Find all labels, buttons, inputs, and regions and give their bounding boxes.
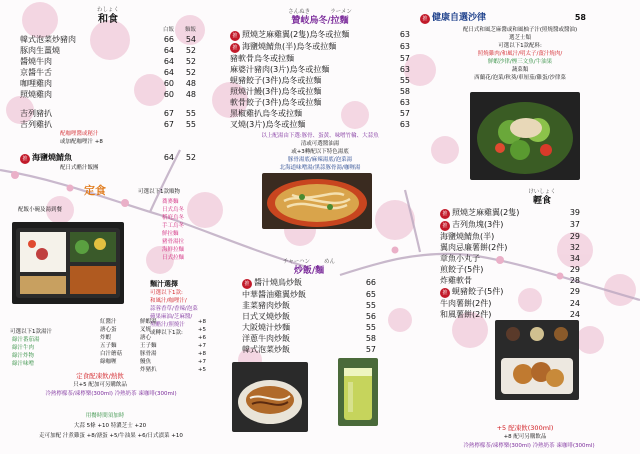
light-item-row bbox=[440, 275, 580, 286]
drinks-line-left: 冷熱檸檬茶/凍檸樂(300ml) 冷熱奶茶 凍咖啡(300ml) bbox=[45, 391, 177, 397]
curry-note: 配咖哩醬或秘汁 bbox=[60, 131, 99, 137]
light-item-name: 翼肉忌廉薯餅(2件) bbox=[440, 243, 508, 252]
sauce-red-2: 和風汁/咖哩汁/ bbox=[150, 298, 187, 304]
sauce-red-1: 可選以下1款: bbox=[150, 290, 183, 296]
light-item-row bbox=[440, 298, 580, 309]
topping-item-price: +8 bbox=[197, 351, 206, 357]
noodle-option: 鮮拉麵 bbox=[162, 231, 179, 237]
fried-title: 炒飯/麵 bbox=[293, 266, 325, 276]
fried-item-row bbox=[242, 277, 376, 289]
addon-item: 五子麵 bbox=[100, 343, 117, 349]
addon-item: 白汁蘑菇 bbox=[100, 351, 123, 357]
washoku-item-row bbox=[20, 78, 196, 89]
udon-item-name: 海鹽燒鯖魚(半)烏冬或拉麵 bbox=[242, 42, 337, 51]
soup-option: 綠汁炸物 bbox=[12, 353, 35, 359]
udon-item-row bbox=[230, 108, 410, 119]
washoku-item-name: 京醬牛舌 bbox=[20, 68, 52, 77]
washoku-item-row bbox=[20, 56, 196, 67]
washoku-item-price: 64 bbox=[163, 46, 174, 55]
fried-item-price: 58 bbox=[365, 334, 376, 343]
extra-row-2: 走可加配 汁煮雞蛋 +8/溏蛋 +5/牛油果 +6/日式漬菜 +10 bbox=[39, 433, 183, 439]
light-item-price: 39 bbox=[569, 208, 580, 217]
topping-item-price: +5 bbox=[197, 367, 206, 373]
washoku-list bbox=[20, 34, 196, 130]
washoku-item-price: 52 bbox=[185, 46, 196, 55]
extra-row-1: 大蒜 5條 +10 特濃芝士 +20 bbox=[73, 423, 147, 429]
recommend-badge-icon: 推 bbox=[242, 279, 252, 289]
fried-item-name: 洋蔥牛肉炒飯 bbox=[242, 334, 290, 343]
udon-item-price: 58 bbox=[399, 87, 410, 96]
udon-item-price: 63 bbox=[399, 120, 410, 129]
udon-item-row bbox=[230, 53, 410, 64]
sauce-title: 麵汁選擇 bbox=[150, 280, 178, 288]
light-item-name: 煎餃子(5件) bbox=[440, 265, 484, 274]
washoku-item-price: 60 bbox=[163, 79, 174, 88]
noodle-option: 日式烏冬 bbox=[162, 207, 185, 213]
drink-image bbox=[338, 358, 378, 426]
fried-item-row bbox=[242, 289, 376, 300]
washoku-item-name: 照燒雞肉 bbox=[20, 90, 52, 99]
fried-item-price: 55 bbox=[365, 323, 376, 332]
light-item-name: 牛肉薯餅(2件) bbox=[440, 299, 492, 308]
soup-option: 綠汁味噌 bbox=[12, 361, 35, 367]
salad-note-4: 蔬菜類 bbox=[511, 67, 529, 73]
fried-item-name: 大阪燒汁炒麵 bbox=[242, 323, 290, 332]
topping-item-row bbox=[140, 350, 206, 358]
udon-item-price: 63 bbox=[399, 30, 410, 39]
udon-item-name: 照燒芝麻雞翼(2隻)烏冬或拉麵 bbox=[242, 30, 350, 39]
recommend-badge-icon: 推 bbox=[440, 221, 450, 231]
washoku-item-name: 吉列豬扒 bbox=[20, 109, 52, 118]
soup-option-note: 可選以下1款湯汁 bbox=[10, 329, 52, 335]
noodle-option: 稻庭烏冬 bbox=[162, 215, 185, 221]
washoku-item-name: 韓式泡菜炒豬肉 bbox=[20, 35, 76, 44]
noodle-option: 日式拉麵 bbox=[162, 255, 185, 261]
light-item-name: 照燒芝麻雞翼(2隻) bbox=[452, 208, 520, 217]
recommend-badge-icon: 推 bbox=[230, 43, 240, 53]
sauce-purple-1: 蒜蓉香草/香辣/泡菜 bbox=[150, 306, 198, 312]
udon-image bbox=[262, 173, 372, 229]
sauce-purple-3: 黑醋汁/照燒汁 bbox=[150, 322, 185, 328]
addon-item: 綠咖喱 bbox=[100, 359, 117, 365]
light-item-row bbox=[440, 207, 580, 219]
light-item-row bbox=[440, 253, 580, 264]
salad-note-1: 配日式和風芝麻醬或和風柚子汁(照燒醬或醬油) bbox=[462, 27, 578, 33]
light-set-line-1: +5 配凍飲(300ml) bbox=[496, 424, 554, 432]
udon-item-row bbox=[230, 29, 410, 41]
udon-ramen-title: 贊岐烏冬/拉麵 bbox=[291, 16, 349, 26]
washoku-item-price: 52 bbox=[185, 68, 196, 77]
soup-option: 綠汁番茄湯 bbox=[12, 337, 40, 343]
topping-price-list bbox=[140, 318, 206, 374]
light-item-row bbox=[440, 264, 580, 275]
washoku-section bbox=[20, 6, 196, 172]
salad-badge-icon: 推 bbox=[420, 14, 430, 24]
salad-price: 58 bbox=[574, 13, 586, 22]
washoku-title: 和食 bbox=[98, 14, 118, 25]
fried-item-row bbox=[242, 333, 376, 344]
salad-green-line: 鮮蝦沙律/煙三文魚/牛油果 bbox=[487, 59, 553, 65]
yakisoba-image bbox=[232, 362, 308, 432]
washoku-item-price: 60 bbox=[163, 90, 174, 99]
topping-item-row bbox=[140, 334, 206, 342]
fried-item-row bbox=[242, 322, 376, 333]
topping-item-name: 鰻魚 bbox=[140, 359, 152, 365]
recommend-badge-icon: 推 bbox=[230, 31, 240, 41]
light-item-row bbox=[440, 231, 580, 242]
fried-rice-section bbox=[242, 258, 376, 355]
fried-item-name: 韓式泡菜炒飯 bbox=[242, 345, 290, 354]
udon-item-price: 63 bbox=[399, 65, 410, 74]
washoku-item-price: 54 bbox=[185, 35, 196, 44]
washoku-item-name: 豚肉生薑燒 bbox=[20, 46, 60, 55]
teishoku-title: 定食 bbox=[84, 184, 106, 197]
washoku-item-name: 咖哩雞肉 bbox=[20, 79, 52, 88]
salad-note-2: 選芝士類 bbox=[508, 35, 531, 41]
fried-item-name: 日式叉燒炒飯 bbox=[242, 312, 290, 321]
topping-item-price: +5 bbox=[197, 327, 206, 333]
washoku-item-row bbox=[20, 89, 196, 100]
udon-item-name: 照燒汁鰻(3件)烏冬或拉麵 bbox=[230, 87, 322, 96]
mackerel-name: 海鹽燒鯖魚 bbox=[32, 153, 72, 162]
udon-note-5: 北海道味噌湯/黑蒜豚骨湯/咖喱湯 bbox=[279, 165, 361, 171]
light-item-price: 24 bbox=[569, 299, 580, 308]
udon-title-ruby: さんぬき ラーメン bbox=[288, 9, 352, 15]
topping-item-name: 豚骨湯 bbox=[140, 351, 157, 357]
udon-item-name: 豬軟骨烏冬或拉麵 bbox=[230, 54, 294, 63]
noodle-option: 豬骨湯拉 bbox=[162, 239, 185, 245]
topping-item-name: 叉燒 bbox=[140, 327, 152, 333]
udon-note-1: 以上配湯由下選:豚骨、蛋黃、味噌竹輪、大蒜魚 bbox=[261, 133, 379, 139]
light-item-row bbox=[440, 286, 580, 298]
teishoku-sub: 配飯小碗及湯到餐 bbox=[18, 207, 63, 213]
noodle-options-list bbox=[162, 198, 202, 262]
light-item-price: 24 bbox=[569, 310, 580, 319]
fried-item-name: 韭菜豬肉炒飯 bbox=[242, 301, 290, 310]
washoku-item-row bbox=[20, 45, 196, 56]
fried-item-price: 56 bbox=[365, 312, 376, 321]
addon-item: 炸蝦 bbox=[100, 335, 112, 341]
fried-item-price: 65 bbox=[365, 290, 376, 299]
washoku-item-price: 66 bbox=[163, 35, 174, 44]
salad-section bbox=[420, 12, 620, 82]
light-item-name: 蜆豬餃子(5件) bbox=[452, 287, 504, 296]
light-item-name: 海鹽燒鯖魚(半) bbox=[440, 232, 495, 241]
udon-note-2: 清或可選醬油湯 bbox=[300, 141, 340, 147]
fried-item-price: 57 bbox=[365, 345, 376, 354]
washoku-item-price: 55 bbox=[185, 109, 196, 118]
udon-ramen-section bbox=[230, 8, 410, 172]
washoku-item-price: 48 bbox=[185, 90, 196, 99]
udon-item-row bbox=[230, 86, 410, 97]
topping-item-row bbox=[140, 318, 206, 326]
udon-note-3: 或+3轉配以下特色湯底 bbox=[291, 149, 349, 155]
fried-item-row bbox=[242, 300, 376, 311]
light-item-name: 吉列魚塊(3件) bbox=[452, 220, 504, 229]
washoku-item-price: 64 bbox=[163, 57, 174, 66]
udon-item-row bbox=[230, 119, 410, 130]
topping-item-row bbox=[140, 326, 206, 334]
udon-item-price: 63 bbox=[399, 42, 410, 51]
curry-note-2: 或加配咖哩汁 +8 bbox=[60, 139, 103, 145]
light-item-row bbox=[440, 219, 580, 231]
washoku-item-row bbox=[20, 119, 196, 130]
set-drink-line-2: 只+5 配加可另購飲品 bbox=[73, 382, 127, 388]
topping-item-name: 炸豬扒 bbox=[140, 367, 157, 373]
udon-item-name: 蜆豬餃子(3件)烏冬或拉麵 bbox=[230, 76, 322, 85]
topping-item-row bbox=[140, 342, 206, 350]
yakisoba-photo bbox=[232, 362, 308, 432]
washoku-item-price: 52 bbox=[185, 57, 196, 66]
udon-item-row bbox=[230, 64, 410, 75]
drinks-line-right: 冷熱檸檬茶/凍檸樂(300ml) 冷熱奶茶 凍咖啡(300ml) bbox=[463, 443, 595, 449]
light-title-ruby: けいしょく bbox=[528, 189, 556, 195]
extra-title: 用餐時間須加時 bbox=[85, 413, 125, 419]
fried-title-ruby: チャーハン めん bbox=[282, 259, 336, 265]
washoku-item-row bbox=[20, 108, 196, 119]
sauce-purple-4: 或轉以下1款: bbox=[150, 330, 183, 336]
light-item-price: 34 bbox=[569, 254, 580, 263]
salad-title-row bbox=[420, 12, 620, 24]
addon-item: 紅醬汁 bbox=[100, 319, 117, 325]
fried-list bbox=[242, 277, 376, 355]
bento-image bbox=[12, 222, 124, 304]
price-header-noodle: 麵飯 bbox=[184, 27, 196, 33]
washoku-item-price: 64 bbox=[163, 68, 174, 77]
udon-item-price: 55 bbox=[399, 76, 410, 85]
light-meal-list bbox=[440, 207, 580, 320]
light-meal-section bbox=[440, 188, 580, 320]
topping-item-price: +7 bbox=[197, 359, 206, 365]
light-item-price: 29 bbox=[569, 287, 580, 296]
udon-note-4: 豚骨湯底/麻辣湯底/泡菜湯 bbox=[287, 157, 353, 163]
addon-item: 溏心蛋 bbox=[100, 327, 117, 333]
fried-chicken-image bbox=[495, 320, 579, 400]
fried-item-price: 66 bbox=[365, 278, 376, 287]
sauce-purple-2: 蘋果麻油/芝麻醬/ bbox=[150, 314, 193, 320]
udon-item-name: 軟骨餃子(3件)烏冬或拉麵 bbox=[230, 98, 322, 107]
noodle-option: 手工烏冬 bbox=[162, 223, 185, 229]
salad-title: 健康自選沙律 bbox=[432, 13, 487, 23]
salad-note-3: 可選以下1款配料: bbox=[498, 43, 542, 49]
washoku-title-ruby: わしょく bbox=[96, 7, 119, 13]
washoku-item-name: 吉列雞扒 bbox=[20, 120, 52, 129]
udon-ramen-list bbox=[230, 29, 410, 130]
fried-item-name: 醬汁燒鳥炒飯 bbox=[254, 278, 302, 287]
light-item-price: 28 bbox=[569, 276, 580, 285]
fried-item-row bbox=[242, 344, 376, 355]
topping-item-price: +6 bbox=[197, 335, 206, 341]
salad-veg-list: 西蘭花/泡菜/秋葵/車厘茄/雞蛋/沙律菜 bbox=[474, 75, 566, 81]
washoku-item-row bbox=[20, 67, 196, 78]
light-item-price: 37 bbox=[569, 220, 580, 229]
udon-item-price: 63 bbox=[399, 98, 410, 107]
light-set-line-2: +8 配可另購飲品 bbox=[503, 434, 547, 440]
topping-item-name: 王子麵 bbox=[140, 343, 157, 349]
salad-red-line: 照燒雞肉/和風汁/明太子/薑汁燒肉/ bbox=[477, 51, 563, 57]
light-item-name: 炸雞軟骨 bbox=[440, 276, 472, 285]
noodle-option: 海鮮拉麵 bbox=[162, 247, 185, 253]
topping-item-price: +8 bbox=[197, 319, 206, 325]
topping-item-name: 鮮蝦湯 bbox=[140, 319, 157, 325]
price-header-rice: 白飯 bbox=[162, 27, 174, 33]
light-title: 輕食 bbox=[532, 196, 551, 206]
addon-list bbox=[100, 318, 136, 366]
fried-chicken-photo bbox=[495, 320, 579, 400]
mackerel-row bbox=[20, 152, 196, 164]
noodle-option: 蕎麥麵 bbox=[162, 199, 179, 205]
chef-recommend-icon: 推 bbox=[20, 154, 30, 164]
bento-photo bbox=[12, 222, 124, 304]
price-headers bbox=[20, 26, 196, 34]
light-item-name: 章魚小丸子 bbox=[440, 254, 480, 263]
udon-item-row bbox=[230, 75, 410, 86]
topping-item-row bbox=[140, 358, 206, 366]
fried-item-name: 中華醬油雞翼炒飯 bbox=[242, 290, 306, 299]
topping-item-price: +7 bbox=[197, 343, 206, 349]
light-item-name: 和風薯餅(2件) bbox=[440, 310, 492, 319]
drink-photo bbox=[338, 358, 378, 426]
washoku-item-price: 67 bbox=[163, 120, 174, 129]
udon-item-price: 57 bbox=[399, 109, 410, 118]
udon-item-row bbox=[230, 41, 410, 53]
topping-item-name: 溏心 bbox=[140, 335, 152, 341]
washoku-item-price: 67 bbox=[163, 109, 174, 118]
light-item-price: 32 bbox=[569, 243, 580, 252]
udon-item-price: 57 bbox=[399, 54, 410, 63]
soup-options-list bbox=[12, 336, 60, 368]
set-drink-line-1: 定食配凍飲/熱飲 bbox=[76, 372, 124, 380]
fried-item-row bbox=[242, 311, 376, 322]
light-item-price: 29 bbox=[569, 232, 580, 241]
noodle-option-note: 可選以下1款順物 bbox=[138, 189, 180, 195]
soup-option: 綠汁牛肉 bbox=[12, 345, 35, 351]
udon-item-name: 黑椒雞扒烏冬或拉麵 bbox=[230, 109, 302, 118]
recommend-badge-icon: 推 bbox=[440, 288, 450, 298]
washoku-item-price: 55 bbox=[185, 120, 196, 129]
washoku-item-row bbox=[20, 34, 196, 45]
light-item-row bbox=[440, 242, 580, 253]
udon-item-name: 麻婆汁豬肉(3片)烏冬或拉麵 bbox=[230, 65, 330, 74]
udon-photo bbox=[262, 173, 372, 229]
fried-item-price: 55 bbox=[365, 301, 376, 310]
recommend-badge-icon: 推 bbox=[440, 209, 450, 219]
salad-photo bbox=[470, 92, 580, 180]
udon-item-row bbox=[230, 97, 410, 108]
light-item-row bbox=[440, 309, 580, 320]
washoku-item-price: 48 bbox=[185, 79, 196, 88]
salad-image bbox=[470, 92, 580, 180]
mackerel-price-2: 52 bbox=[185, 153, 196, 162]
mackerel-note: 配日式醋汁飯團 bbox=[60, 165, 99, 171]
udon-item-name: 叉燒(3片)烏冬或拉麵 bbox=[230, 120, 306, 129]
washoku-item-name: 醬燒牛肉 bbox=[20, 57, 52, 66]
mackerel-price-1: 64 bbox=[163, 153, 174, 162]
light-item-price: 29 bbox=[569, 265, 580, 274]
